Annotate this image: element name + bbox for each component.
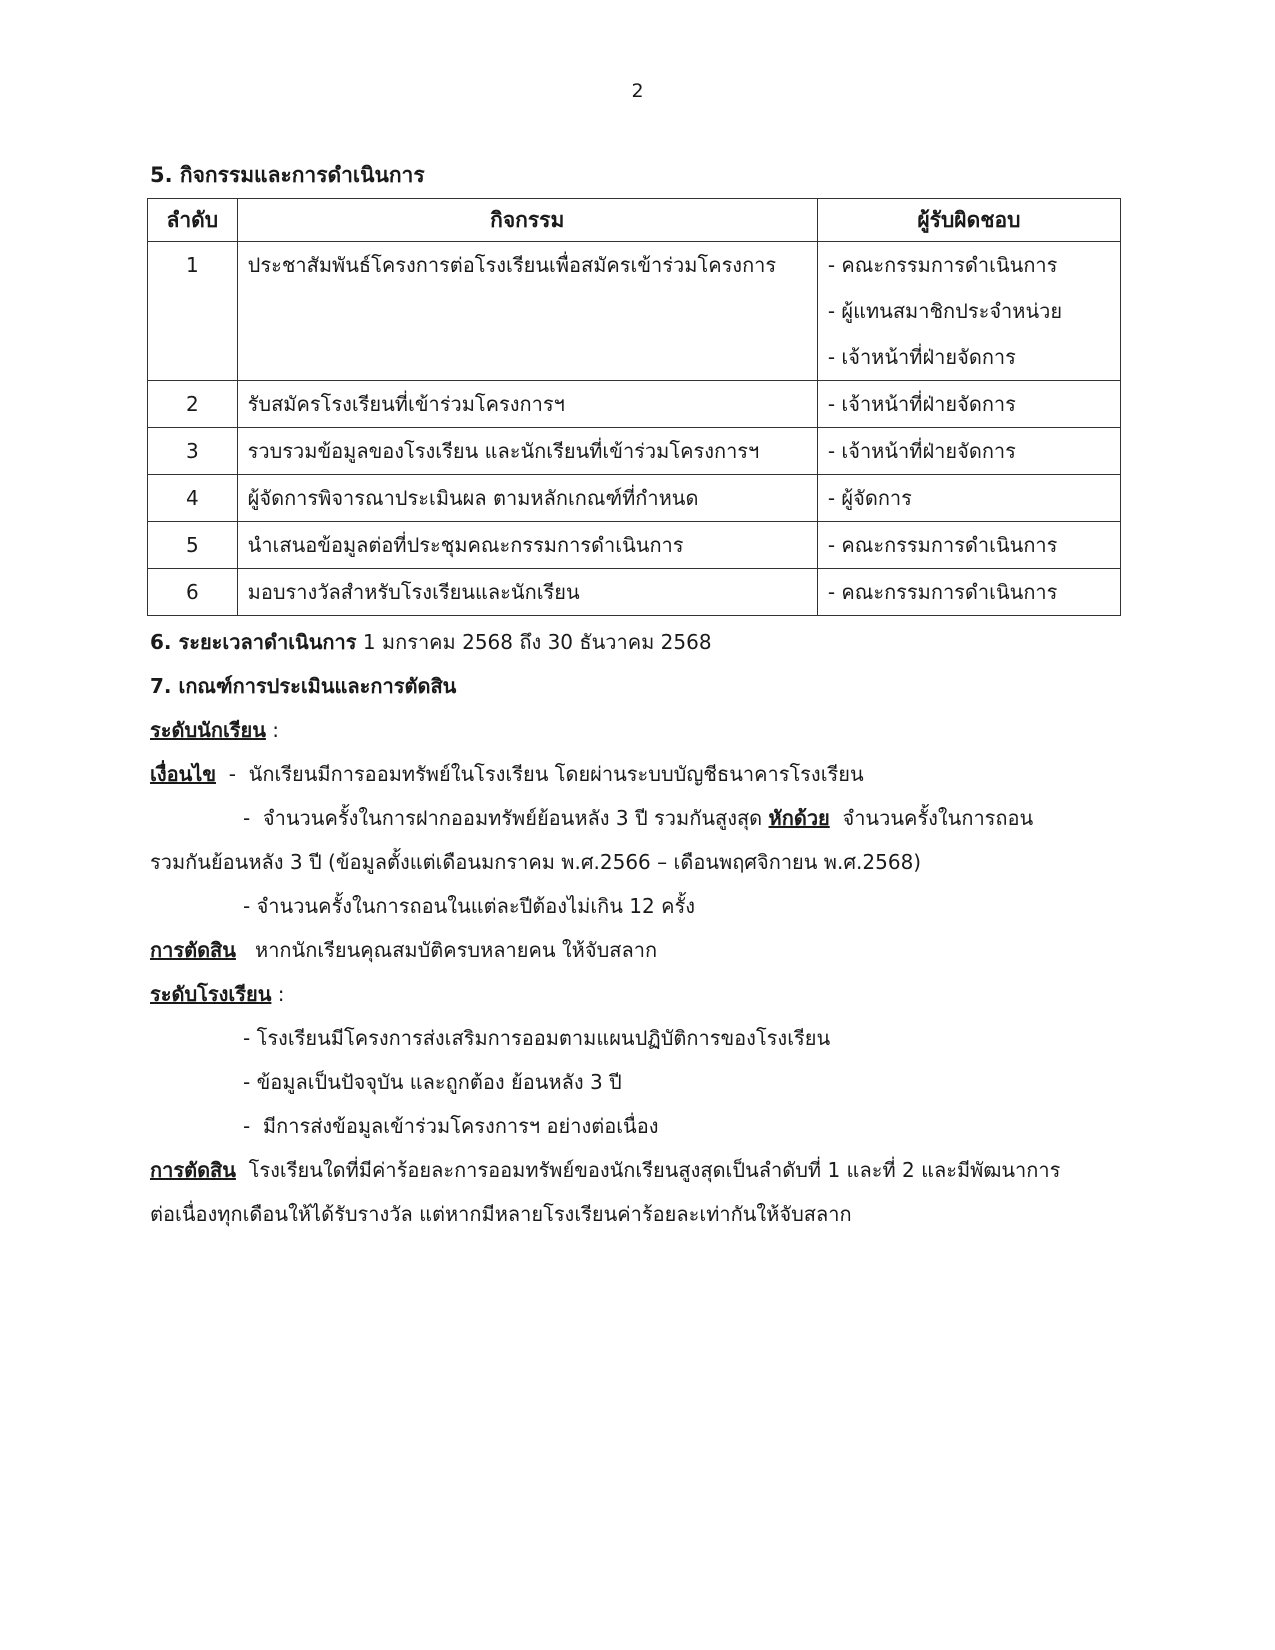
table-row	[148, 569, 1121, 616]
document-body	[150, 160, 1130, 1236]
section-6-label: 6. ระยะเวลาดำเนินการ	[150, 630, 357, 654]
row-order: 5	[148, 522, 238, 569]
responsible-item: - คณะกรรมการดำเนินการ	[827, 253, 1058, 277]
row-activity: ผู้จัดการพิจารณาประเมินผล ตามหลักเกณฑ์ที่กำหนด	[237, 475, 817, 522]
responsible-item: - เจ้าหน้าที่ฝ่ายจัดการ	[827, 345, 1016, 369]
condition-line-1	[150, 752, 1130, 796]
school-level-label: ระดับโรงเรียน	[150, 982, 272, 1006]
school-criteria-item: - มีการส่งข้อมูลเข้าร่วมโครงการฯ อย่างต่อเนื่อง	[243, 1114, 659, 1138]
row-activity: รับสมัครโรงเรียนที่เข้าร่วมโครงการฯ	[237, 381, 817, 428]
header-responsible: ผู้รับผิดชอบ	[817, 199, 1120, 242]
condition-line-2-continued: รวมกันย้อนหลัง 3 ปี (ข้อมูลตั้งแต่เดือนมกราคม พ.ศ.2566 – เดือนพฤศจิกายน พ.ศ.2568)	[150, 850, 922, 874]
row-responsible: - คณะกรรมการดำเนินการ	[817, 569, 1120, 616]
section-6-duration	[150, 620, 1130, 664]
school-decision-label: การตัดสิน	[150, 1158, 236, 1182]
school-decision-line	[150, 1148, 1130, 1192]
row-responsible: - คณะกรรมการดำเนินการ	[817, 522, 1120, 569]
condition-line-3: - จำนวนครั้งในการถอนในแต่ละปีต้องไม่เกิน 12 ครั้ง	[243, 894, 695, 918]
student-level-suffix: :	[265, 718, 280, 742]
row-activity: มอบรางวัลสำหรับโรงเรียนและนักเรียน	[237, 569, 817, 616]
row-responsible: - เจ้าหน้าที่ฝ่ายจัดการ	[817, 381, 1120, 428]
row-order: 4	[148, 475, 238, 522]
condition-label: เงื่อนไข	[150, 762, 217, 786]
student-level-label: ระดับนักเรียน	[150, 718, 266, 742]
table-row	[148, 475, 1121, 522]
section-5-heading: 5. กิจกรรมและการดำเนินการ	[150, 163, 425, 187]
row-responsible: - เจ้าหน้าที่ฝ่ายจัดการ	[817, 428, 1120, 475]
school-criteria-item: - โรงเรียนมีโครงการส่งเสริมการออมตามแผนปฏิบัติการของโรงเรียน	[243, 1026, 831, 1050]
student-level-heading	[150, 708, 1130, 752]
condition-1-text: - นักเรียนมีการออมทรัพย์ในโรงเรียน โดยผ่านระบบบัญชีธนาคารโรงเรียน	[216, 762, 864, 786]
row-order: 2	[148, 381, 238, 428]
condition-2-part2: จำนวนครั้งในการถอน	[829, 806, 1034, 830]
student-decision-line	[150, 928, 1130, 972]
row-order: 1	[148, 242, 238, 381]
row-responsible	[817, 242, 1120, 381]
table-row	[148, 242, 1121, 381]
condition-2-bold: หักด้วย	[768, 806, 830, 830]
table-row	[148, 381, 1121, 428]
school-level-suffix: :	[271, 982, 285, 1006]
school-level-heading	[150, 972, 1130, 1016]
header-activity: กิจกรรม	[237, 199, 817, 242]
row-order: 6	[148, 569, 238, 616]
student-decision-text: หากนักเรียนคุณสมบัติครบหลายคน ให้จับสลาก	[235, 938, 658, 962]
row-activity: นำเสนอข้อมูลต่อที่ประชุมคณะกรรมการดำเนินการ	[237, 522, 817, 569]
condition-2-part1: - จำนวนครั้งในการฝากออมทรัพย์ย้อนหลัง 3 ปี รวมกันสูงสุด	[243, 806, 769, 830]
row-order: 3	[148, 428, 238, 475]
section-7-heading: 7. เกณฑ์การประเมินและการตัดสิน	[150, 674, 457, 698]
page-number: 2	[631, 80, 644, 102]
header-order: ลำดับ	[148, 199, 238, 242]
school-decision-line-continued: ต่อเนื่องทุกเดือนให้ได้รับรางวัล แต่หากมีหลายโรงเรียนค่าร้อยละเท่ากันให้จับสลาก	[150, 1202, 852, 1226]
condition-line-2	[150, 796, 1130, 840]
section-6-text: 1 มกราคม 2568 ถึง 30 ธันวาคม 2568	[356, 630, 712, 654]
table-row	[148, 428, 1121, 475]
table-row	[148, 522, 1121, 569]
activity-table	[147, 198, 1121, 616]
school-decision-text-1: โรงเรียนใดที่มีค่าร้อยละการออมทรัพย์ของนักเรียนสูงสุดเป็นลำดับที่ 1 และที่ 2 และมีพัฒนาการ	[235, 1158, 1061, 1182]
row-activity: ประชาสัมพันธ์โครงการต่อโรงเรียนเพื่อสมัครเข้าร่วมโครงการ	[237, 242, 817, 381]
row-responsible: - ผู้จัดการ	[817, 475, 1120, 522]
responsible-item: - ผู้แทนสมาชิกประจำหน่วย	[827, 299, 1063, 323]
school-criteria-item: - ข้อมูลเป็นปัจจุบัน และถูกต้อง ย้อนหลัง 3 ปี	[243, 1070, 622, 1094]
table-header-row	[148, 199, 1121, 242]
student-decision-label: การตัดสิน	[150, 938, 236, 962]
row-activity: รวบรวมข้อมูลของโรงเรียน และนักเรียนที่เข้าร่วมโครงการฯ	[237, 428, 817, 475]
